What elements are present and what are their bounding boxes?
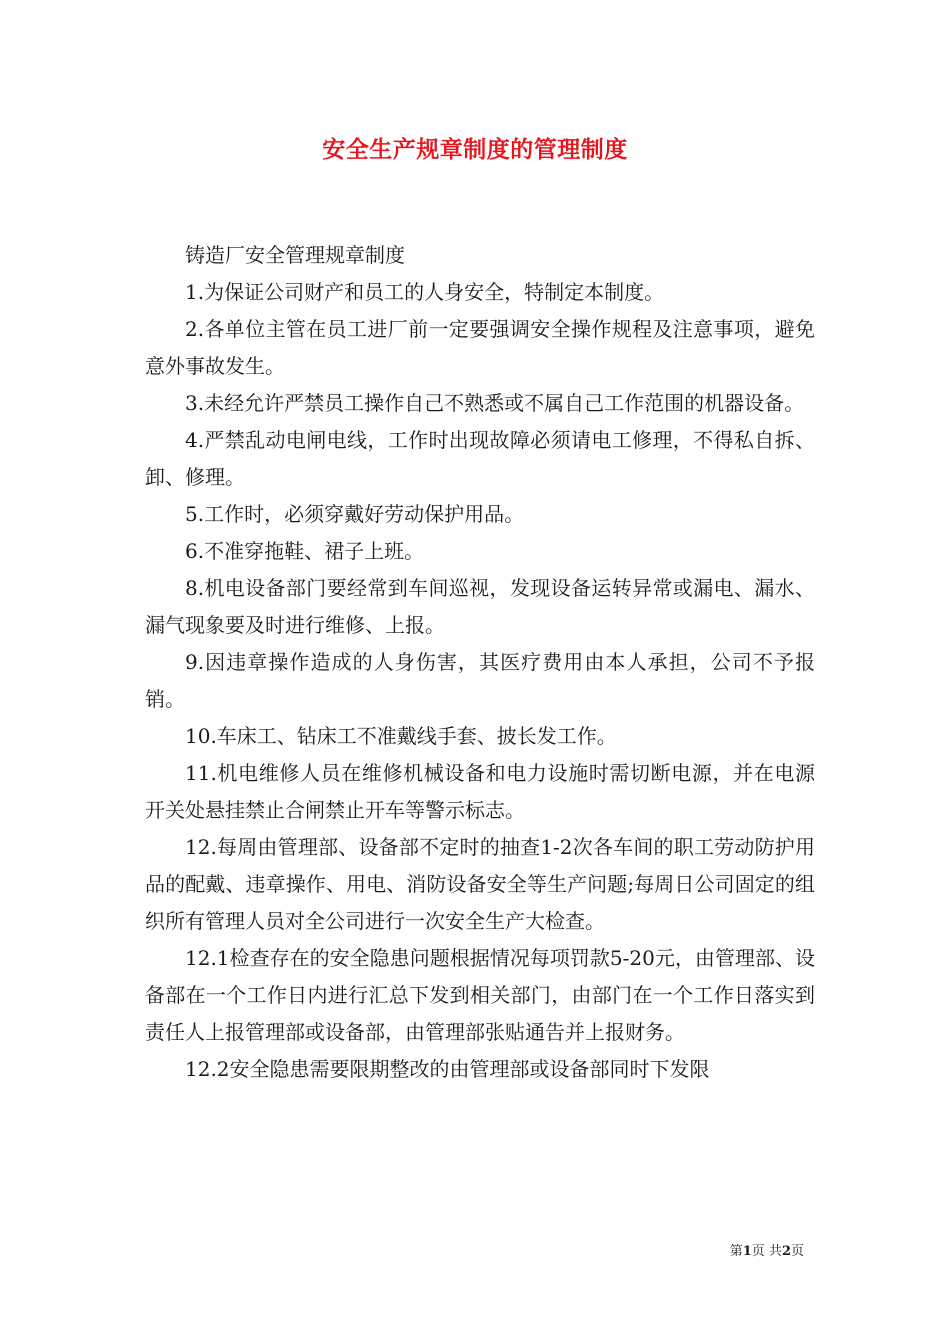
paragraph: 8.机电设备部门要经常到车间巡视，发现设备运转异常或漏电、漏水、漏气现象要及时进行维修、上报。 — [145, 576, 815, 637]
document-title: 安全生产规章制度的管理制度 — [322, 136, 628, 163]
paragraph: 9.因违章操作造成的人身伤害，其医疗费用由本人承担，公司不予报销。 — [145, 650, 815, 711]
paragraph: 10.车床工、钻床工不准戴线手套、披长发工作。 — [185, 724, 617, 748]
page-number-footer — [730, 1243, 804, 1261]
paragraph: 11.机电维修人员在维修机械设备和电力设施时需切断电源，并在电源开关处悬挂禁止合闸禁止开车等警示标志。 — [145, 761, 815, 822]
paragraph: 12.1检查存在的安全隐患问题根据情况每项罚款5-20元，由管理部、设备部在一个工作日内进行汇总下发到相关部门，由部门在一个工作日落实到责任人上报管理部或设备部，由管理部张贴通告并上报财务。 — [145, 946, 815, 1044]
paragraph: 1.为保证公司财产和员工的人身安全，特制定本制度。 — [185, 280, 665, 304]
paragraph: 3.未经允许严禁员工操作自己不熟悉或不属自己工作范围的机器设备。 — [185, 391, 805, 415]
paragraph: 12.2安全隐患需要限期整改的由管理部或设备部同时下发限 — [185, 1057, 710, 1081]
footer-middle: 页 共 — [751, 1244, 782, 1259]
document-body — [145, 237, 815, 1088]
paragraph: 2.各单位主管在员工进厂前一定要强调安全操作规程及注意事项，避免意外事故发生。 — [145, 317, 815, 378]
footer-suffix: 页 — [790, 1244, 804, 1259]
paragraph: 4.严禁乱动电闸电线，工作时出现故障必须请电工修理，不得私自拆、卸、修理。 — [145, 428, 815, 489]
paragraph: 5.工作时，必须穿戴好劳动保护用品。 — [185, 502, 525, 526]
footer-total-pages: 2 — [781, 1244, 791, 1259]
footer-prefix: 第 — [729, 1244, 743, 1259]
paragraph: 6.不准穿拖鞋、裙子上班。 — [185, 539, 425, 563]
footer-current-page: 1 — [742, 1244, 752, 1259]
paragraph: 12.每周由管理部、设备部不定时的抽查1-2次各车间的职工劳动防护用品的配戴、违章操作、用电、消防设备安全等生产问题;每周日公司固定的组织所有管理人员对全公司进行一次安全生产大检查。 — [145, 835, 815, 933]
paragraph-heading: 铸造厂安全管理规章制度 — [185, 243, 405, 267]
